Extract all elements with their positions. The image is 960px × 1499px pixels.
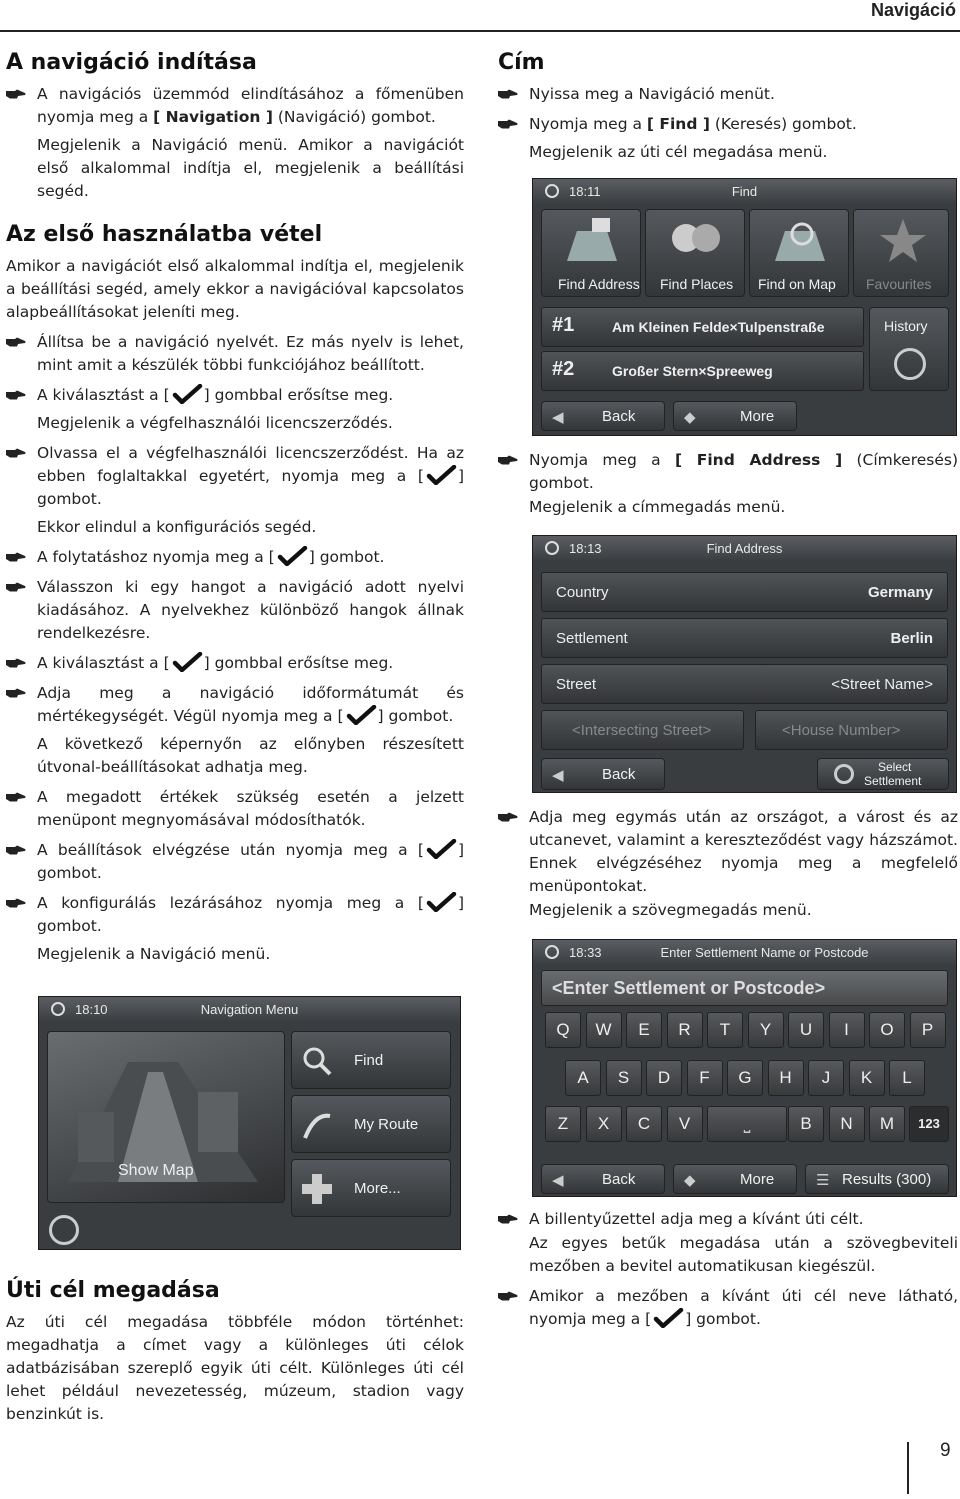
places-icon <box>666 216 726 266</box>
find-on-map-tile[interactable] <box>749 209 849 297</box>
history-button[interactable] <box>869 307 949 391</box>
step-result <box>6 516 464 539</box>
clock-icon <box>545 945 559 959</box>
step-text: A kiválasztást a [ <box>37 654 170 672</box>
step-text: ] gombot. <box>377 707 454 725</box>
history-item-2[interactable] <box>541 351 864 391</box>
history-label: History <box>884 318 928 334</box>
step-result <box>498 1232 958 1278</box>
select-label: Settlement <box>864 774 922 788</box>
step-confirm-1 <box>6 384 464 407</box>
pointing-hand-icon <box>6 337 26 347</box>
screen-time: 18:33 <box>569 945 602 960</box>
plus-icon <box>300 1172 334 1206</box>
checkmark-icon <box>424 892 458 912</box>
checkmark-icon <box>344 705 378 725</box>
my-route-label: My Route <box>354 1116 419 1133</box>
list-icon: ☰ <box>816 1172 830 1189</box>
screen-time: 18:11 <box>569 184 601 199</box>
my-route-button[interactable] <box>291 1095 451 1153</box>
key-r[interactable]: R <box>667 1012 703 1048</box>
key-a[interactable]: A <box>565 1060 601 1096</box>
key-t[interactable]: T <box>707 1012 743 1048</box>
find-places-tile[interactable] <box>645 209 745 297</box>
find-button[interactable] <box>291 1031 451 1089</box>
more-icon: ◆ <box>684 409 696 426</box>
map-preview[interactable] <box>47 1031 285 1203</box>
step-text: (Navigáció) gombot. <box>272 108 436 126</box>
more-button[interactable] <box>673 401 797 431</box>
step-language <box>6 331 464 377</box>
page-number: 9 <box>940 1440 951 1461</box>
find-screen-screenshot <box>532 178 957 436</box>
step-text: ] gombot. <box>37 841 464 882</box>
key-y[interactable]: Y <box>748 1012 784 1048</box>
step-text: ] gombot. <box>37 467 464 508</box>
step-text: (Címkeresés) gombot. <box>529 451 958 492</box>
pointing-hand-icon <box>6 792 26 802</box>
input-placeholder: <Enter Settlement or Postcode> <box>552 978 826 998</box>
step-text: Amikor a mezőben a kívánt úti cél neve látható, nyomja meg a [ <box>529 1287 958 1328</box>
screen-status-bar <box>533 179 956 205</box>
back-arrow-icon: ◀ <box>552 767 564 784</box>
key-z[interactable]: Z <box>545 1106 581 1142</box>
key-j[interactable]: J <box>808 1060 844 1096</box>
house-number-row[interactable] <box>755 710 948 750</box>
screen-time: 18:10 <box>75 1002 108 1017</box>
pointing-hand-icon <box>498 1214 518 1224</box>
more-button[interactable] <box>291 1159 451 1217</box>
select-settlement-button[interactable] <box>817 758 949 790</box>
step-result <box>6 733 464 779</box>
key-s[interactable]: S <box>606 1060 642 1096</box>
checkmark-icon <box>651 1308 685 1328</box>
back-button[interactable] <box>541 1164 665 1194</box>
step-result-text: Ekkor elindul a konfigurációs segéd. <box>37 518 317 536</box>
step-finish-config <box>6 892 464 938</box>
step-text: Adja meg a navigáció időformátumát és mértékegységét. Végül nyomja meg a [ <box>37 684 464 725</box>
step-result <box>498 496 958 519</box>
checkmark-icon <box>170 652 204 672</box>
magnifier-icon <box>300 1044 334 1078</box>
step-text: ] gombot. <box>308 548 385 566</box>
text-input-field[interactable] <box>541 970 948 1006</box>
step-start <box>6 83 464 129</box>
step-text: (Keresés) gombot. <box>709 115 857 133</box>
step-text: Válasszon ki egy hangot a navigáció adott nyelvi kiadásához. A nyelvekhez különböző hangok állnak rendelkezésre. <box>37 578 464 642</box>
screen-status-bar <box>533 940 956 966</box>
find-label: Find <box>354 1052 384 1069</box>
address-section <box>498 50 958 171</box>
back-label: Back <box>602 766 636 783</box>
checkmark-icon <box>170 384 204 404</box>
step-text: Nyissa meg a Navigáció menüt. <box>529 85 775 103</box>
step-result-text: Megjelenik a szövegmegadás menü. <box>529 901 812 919</box>
pointing-hand-icon <box>498 1291 518 1301</box>
step-text: Adja meg egymás után az országot, a várost és az utcanevet, valamint a kereszteződést vagy házszámot. Ennek elvégzéséhez nyomja meg a megfelelő menüpontokat. <box>529 808 958 895</box>
route-icon <box>300 1108 334 1142</box>
step-text: A navigációs üzemmód elindításához a főmenüben nyomja meg a <box>37 85 464 126</box>
pointing-hand-icon <box>498 89 518 99</box>
pointing-hand-icon <box>6 582 26 592</box>
step-result-text: A következő képernyőn az előnyben részesített útvonal-beállításokat adhatja meg. <box>37 735 464 776</box>
key-v[interactable]: V <box>667 1106 703 1142</box>
heading-start-navigation: A navigáció indítása <box>6 50 257 75</box>
key-m[interactable]: M <box>869 1106 905 1142</box>
step-enter-details <box>498 806 958 898</box>
key-f[interactable]: F <box>687 1060 723 1096</box>
header-rule <box>0 30 960 32</box>
more-label: More <box>740 408 775 425</box>
destination-section <box>6 1278 464 1426</box>
step-text: ] gombbal erősítse meg. <box>203 654 394 672</box>
key-g[interactable]: G <box>727 1060 763 1096</box>
page-number-rule <box>907 1442 909 1494</box>
pointing-hand-icon <box>6 552 26 562</box>
destination-text: Az úti cél megadása többféle módon történhet: megadhatja a címet vagy a különleges úti célok adatbázisában szereplő egyik úti célt. Különleges úti cél lehet például nevezetesség, múzeum, stadion vagy benzinkút is. <box>6 1313 464 1423</box>
target-icon <box>834 764 854 784</box>
key-i[interactable]: I <box>829 1012 865 1048</box>
numeric-key[interactable]: 123 <box>909 1106 949 1142</box>
pointing-hand-icon <box>498 119 518 129</box>
key-c[interactable]: C <box>626 1106 662 1142</box>
step-text: A konfigurálás lezárásához nyomja meg a [ <box>37 894 424 912</box>
step-modify <box>6 786 464 832</box>
step-result-text: Megjelenik az úti cél megadása menü. <box>529 143 828 161</box>
find-address-tile[interactable] <box>541 209 641 297</box>
map-search-icon <box>770 216 830 266</box>
step-time-format <box>6 682 464 728</box>
step-text: ] gombbal erősítse meg. <box>203 386 394 404</box>
screen-title: Find Address <box>706 541 783 556</box>
street-label: Street <box>556 676 597 693</box>
checkmark-icon <box>275 546 309 566</box>
power-icon[interactable] <box>49 1215 79 1245</box>
key-o[interactable]: O <box>869 1012 905 1048</box>
key-h[interactable]: H <box>768 1060 804 1096</box>
key-b[interactable]: B <box>788 1106 824 1142</box>
keyboard-screenshot <box>532 939 957 1197</box>
step-confirm-destination <box>498 1285 958 1331</box>
step-result-text: Az egyes betűk megadása után a szövegbeviteli mezőben a bevitel automatikusan kiegészül. <box>529 1234 958 1275</box>
more-button[interactable] <box>673 1164 797 1194</box>
step-text: A megadott értékek szükség esetén a jelzett menüpont megnyomásával módosíthatók. <box>37 788 464 829</box>
history-address: Großer Stern×Spreeweg <box>612 363 773 379</box>
country-label: Country <box>556 584 609 601</box>
pointing-hand-icon <box>6 448 26 458</box>
step-result <box>6 943 464 966</box>
tile-label: Find Address <box>558 276 640 292</box>
step-result <box>6 412 464 435</box>
step-text: Olvassa el a végfelhasználói licencszerződést. Ha az ebben foglaltakkal egyetért, nyomja meg a [ <box>37 444 464 485</box>
step-text: A folytatáshoz nyomja meg a [ <box>37 548 275 566</box>
step-after-settings <box>6 839 464 885</box>
find-address-step <box>498 449 958 526</box>
street-row[interactable] <box>541 664 948 704</box>
key-x[interactable]: X <box>586 1106 622 1142</box>
step-result-text: Megjelenik a Navigáció menü. Amikor a navigációt első alkalommal indítja el, megjelenik a beállítási segéd. <box>37 136 464 200</box>
more-label: More <box>740 1171 775 1188</box>
screen-title: Find <box>731 184 758 199</box>
back-button[interactable] <box>541 758 665 790</box>
history-index: #1 <box>552 314 575 336</box>
screen-title: Enter Settlement Name or Postcode <box>660 945 869 960</box>
step-voice <box>6 576 464 645</box>
back-label: Back <box>602 408 636 425</box>
step-result-text: Megjelenik a Navigáció menü. <box>37 945 271 963</box>
tile-label: Find Places <box>660 276 734 292</box>
back-button[interactable] <box>541 401 665 431</box>
keyboard-steps <box>498 1208 958 1338</box>
history-address: Am Kleinen Felde×Tulpenstraße <box>612 319 825 335</box>
results-button[interactable] <box>805 1164 949 1194</box>
step-open-nav <box>498 83 958 106</box>
space-icon: ⎵ <box>743 1114 751 1133</box>
back-arrow-icon: ◀ <box>552 409 564 426</box>
results-label: Results (300) <box>842 1171 932 1188</box>
step-result-text: Megjelenik a végfelhasználói licencszerződés. <box>37 414 393 432</box>
screen-title: Navigation Menu <box>200 1002 299 1017</box>
find-address-screenshot <box>532 535 957 793</box>
step-text: A kiválasztást a [ <box>37 386 170 404</box>
first-use-intro: Amikor a navigációt első alkalommal indítja el, megjelenik a beállítási segéd, amely ekkor a navigációval kapcsolatos alapbeállításokat jeleníti meg. <box>6 257 464 321</box>
step-confirm-2 <box>6 652 464 675</box>
step-text: Nyomja meg a <box>529 451 675 469</box>
checkmark-icon <box>424 465 458 485</box>
step-text: Nyomja meg a <box>529 115 647 133</box>
tile-label: Favourites <box>866 276 932 292</box>
heading-destination: Úti cél megadása <box>6 1278 220 1303</box>
key-e[interactable]: E <box>626 1012 662 1048</box>
map-flag-icon <box>562 216 622 266</box>
navigation-menu-screenshot <box>38 996 461 1250</box>
select-label: Select <box>878 760 912 774</box>
step-type <box>498 1208 958 1231</box>
step-find <box>498 113 958 136</box>
key-label: [ Find ] <box>646 115 710 133</box>
screen-time: 18:13 <box>569 541 602 556</box>
key-q[interactable]: Q <box>545 1012 581 1048</box>
pointing-hand-icon <box>6 89 26 99</box>
history-item-1[interactable] <box>541 307 864 347</box>
step-text: ] gombot. <box>685 1310 761 1328</box>
key-d[interactable]: D <box>646 1060 682 1096</box>
settlement-row[interactable] <box>541 618 948 658</box>
pointing-hand-icon <box>6 658 26 668</box>
house-number-placeholder: <House Number> <box>782 722 901 739</box>
first-use-section <box>6 222 464 973</box>
step-result <box>498 899 958 922</box>
back-arrow-icon: ◀ <box>552 1172 564 1189</box>
more-icon: ◆ <box>684 1172 696 1189</box>
key-w[interactable]: W <box>586 1012 622 1048</box>
country-value: Germany <box>867 584 933 601</box>
pointing-hand-icon <box>498 455 518 465</box>
step-text: A billentyűzettel adja meg a kívánt úti célt. <box>529 1210 864 1228</box>
step-find-address <box>498 449 958 495</box>
key-p[interactable]: P <box>910 1012 946 1048</box>
favourites-tile[interactable] <box>853 209 949 297</box>
step-result <box>6 134 464 203</box>
pointing-hand-icon <box>6 688 26 698</box>
pointing-hand-icon <box>6 390 26 400</box>
compass-icon <box>894 348 926 380</box>
heading-address: Cím <box>498 50 545 75</box>
intersecting-street-row[interactable] <box>541 710 744 750</box>
step-text: A beállítások elvégzése után nyomja meg a [ <box>37 841 424 859</box>
settlement-label: Settlement <box>556 630 628 647</box>
key-k[interactable]: K <box>849 1060 885 1096</box>
screen-status-bar <box>533 536 956 562</box>
left-column <box>6 50 464 210</box>
step-result <box>498 141 958 164</box>
more-label: More... <box>354 1180 401 1197</box>
street-value: <Street Name> <box>831 676 933 693</box>
step-text: Állítsa be a navigáció nyelvét. Ez más nyelv is lehet, mint amit a készülék többi funkciójához beállított. <box>37 333 464 374</box>
section-title: Navigáció <box>870 0 956 20</box>
intersecting-street-placeholder: <Intersecting Street> <box>572 722 712 739</box>
pointing-hand-icon <box>498 812 518 822</box>
enter-address-step <box>498 806 958 929</box>
step-text: ] gombot. <box>37 894 464 935</box>
step-license <box>6 442 464 511</box>
key-label: [ Find Address ] <box>674 451 843 469</box>
key-label: [ Navigation ] <box>153 108 273 126</box>
tile-label: Find on Map <box>758 276 836 292</box>
country-row[interactable] <box>541 572 948 612</box>
pointing-hand-icon <box>6 898 26 908</box>
history-index: #2 <box>552 358 575 380</box>
keyboard <box>533 1012 957 1162</box>
show-map-label: Show Map <box>118 1162 194 1179</box>
key-l[interactable]: L <box>889 1060 925 1096</box>
step-continue <box>6 546 464 569</box>
back-label: Back <box>602 1171 636 1188</box>
star-icon <box>878 216 928 266</box>
checkmark-icon <box>424 839 458 859</box>
key-n[interactable]: N <box>829 1106 865 1142</box>
pointing-hand-icon <box>6 845 26 855</box>
heading-first-use: Az első használatba vétel <box>6 222 323 247</box>
space-key[interactable] <box>707 1106 787 1142</box>
step-result-text: Megjelenik a címmegadás menü. <box>529 498 786 516</box>
screen-status-bar <box>39 997 460 1023</box>
settlement-value: Berlin <box>890 630 933 647</box>
key-u[interactable]: U <box>788 1012 824 1048</box>
